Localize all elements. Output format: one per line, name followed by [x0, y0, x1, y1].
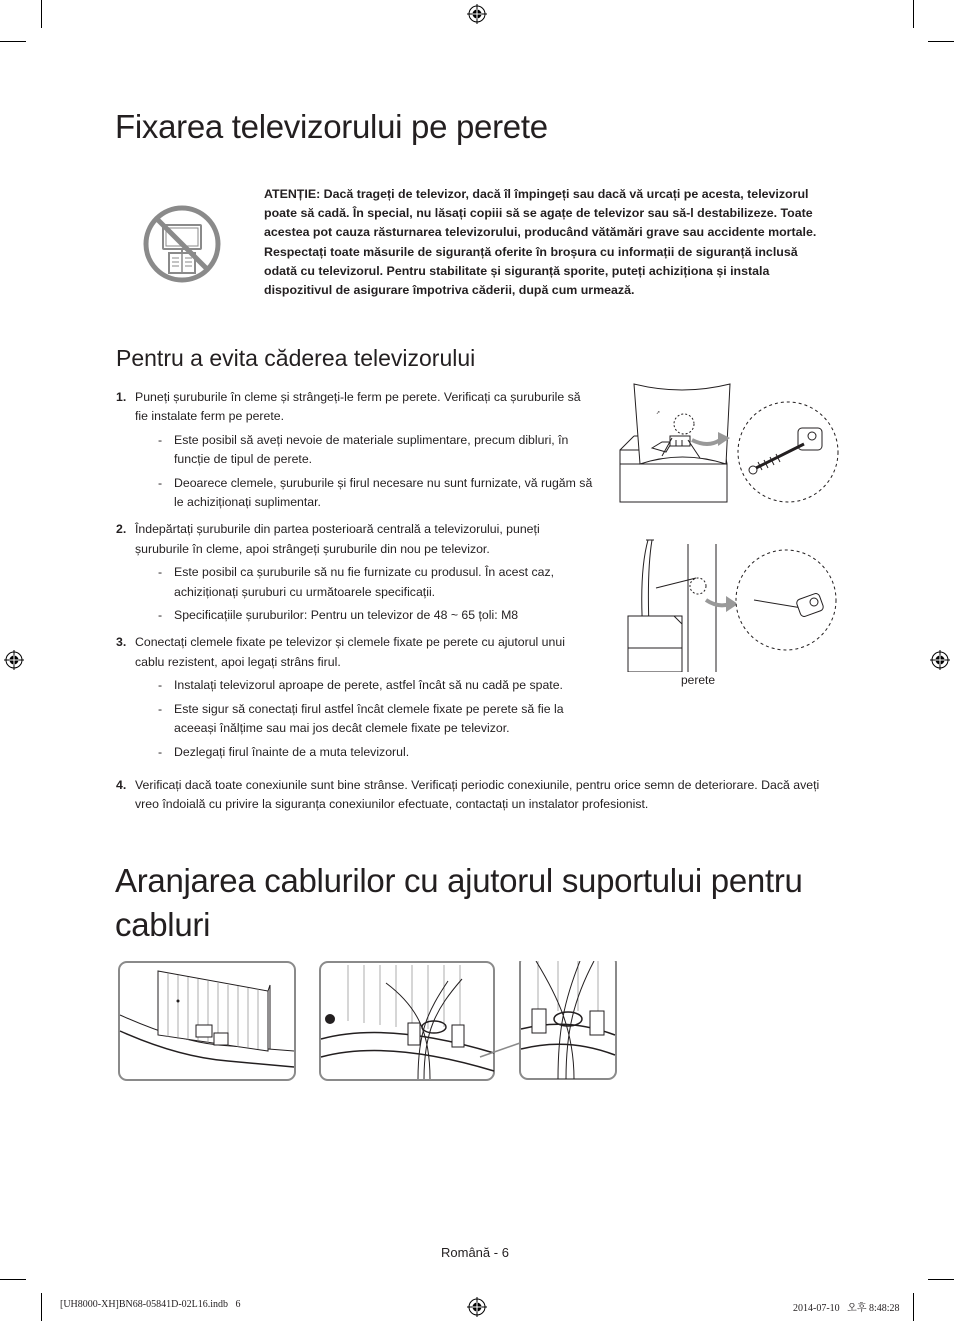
tv-wall-wire-illustration — [626, 536, 842, 672]
note-item: - Dezlegați firul înainte de a muta televizorul. — [158, 744, 410, 759]
note-text: Deoarece clemele, șuruburile și firul necesare nu sunt furnizate, vă rugăm să le achiziționați suplimentar. — [174, 475, 593, 510]
list-item — [116, 520, 596, 625]
print-file-info: [UH8000-XH]BN68-05841D-02L16.indb 6 — [60, 1299, 241, 1310]
note-item: - Este sigur să conectați firul astfel încât clemele fixate pe perete să fie la aceeași înălțime sau mai jos decât clemele fixate pe televizor. — [158, 701, 564, 736]
note-text: Dezlegați firul înainte de a muta televizorul. — [174, 744, 410, 759]
step-text: Conectați clemele fixate pe televizor și clemele fixate pe perete cu ajutorul unui cablu rezistent, apoi legați strâns firul. — [135, 635, 565, 669]
no-climbing-warning-icon — [141, 203, 223, 285]
note-text: Este posibil să aveți nevoie de materiale suplimentare, precum dibluri, în funcție de tipul de perete. — [174, 432, 569, 467]
note-item: - Este posibil să aveți nevoie de materiale suplimentare, precum dibluri, în funcție de tipul de perete. — [158, 432, 569, 467]
crop-mark — [0, 41, 26, 42]
list-item — [116, 776, 845, 815]
page-footer: Română - 6 — [441, 1245, 509, 1260]
note-item: - Deoarece clemele, șuruburile și firul necesare nu sunt furnizate, vă rugăm să le achiziționați suplimentar. — [158, 475, 593, 510]
step-number: 2. — [116, 522, 127, 537]
page-title: Fixarea televizorului pe perete — [115, 108, 548, 145]
step-number: 4. — [116, 778, 127, 792]
step-text: Îndepărtați șuruburile din partea posterioară centrală a televizorului, puneți șuruburile în cleme, apoi strângeți șuruburile din nou pe televizor. — [135, 522, 540, 556]
crop-mark — [928, 41, 954, 42]
step-number: 1. — [116, 390, 127, 404]
tv-wall-clamp-illustration — [612, 378, 842, 504]
print-date-info: 2014-07-10 오후 8:48:28 — [793, 1303, 900, 1314]
section-title: Aranjarea cablurilor cu ajutorul suportului pentru cabluri — [115, 862, 803, 943]
step-text: Puneți șuruburile în cleme și strângeți-le ferm pe perete. Verificați ca șuruburile să fie instalate ferm pe perete. — [135, 390, 581, 424]
list-item — [116, 633, 596, 761]
crop-mark — [41, 1293, 42, 1321]
list-item — [116, 388, 596, 512]
wall-label: perete — [681, 673, 716, 687]
note-text: Este sigur să conectați firul astfel încât clemele fixate pe perete să fie la aceeași înălțime sau mai jos decât clemele fixate pe televizor. — [174, 701, 564, 736]
note-text: Instalați televizorul aproape de perete, astfel încât să nu cadă pe spate. — [174, 678, 563, 693]
note-item: - Instalați televizorul aproape de perete, astfel încât să nu cadă pe spate. — [158, 678, 563, 693]
section-heading: Pentru a evita căderea televizorului — [116, 345, 476, 371]
safety-warning-text: ATENȚIE: Dacă trageți de televizor, dacă îl împingeți sau dacă vă urcați pe acesta, televizorul poate să cadă. În special, nu lăsați copiii să se agațe de televizor sau să-l destabilizeze. Toate acestea pot cauza răsturnarea televizorului, producând vătămări grave sau accidente mortale. Respectați toate măsurile de siguranță oferite în broșura cu informații de siguranță inclusă odată cu televizorul. Pentru stabilitate și siguranță sporite, puteți achiziționa și instala dispozitivul de asigurare împotriva căderii, după cum urmează. — [264, 187, 817, 298]
registration-mark-icon — [467, 1297, 487, 1317]
crop-mark — [913, 0, 914, 28]
note-item: - Specificațiile șuruburilor: Pentru un televizor de 48 ~ 65 țoli: M8 — [158, 608, 519, 623]
instruction-list — [116, 388, 596, 762]
registration-mark-icon — [4, 650, 24, 670]
registration-mark-icon — [930, 650, 950, 670]
crop-mark — [41, 0, 42, 28]
note-item: - Este posibil ca șuruburile să nu fie furnizate cu produsul. În acest caz, achiziționați șuruburi cu următoarele specificații. — [158, 565, 555, 599]
crop-mark — [0, 1279, 26, 1280]
registration-mark-icon — [467, 4, 487, 24]
step-number: 3. — [116, 635, 127, 650]
crop-mark — [913, 1293, 914, 1321]
cable-holder-illustration — [118, 961, 618, 1083]
crop-mark — [928, 1279, 954, 1280]
svg-text:➚: ➚ — [656, 410, 661, 416]
note-text: Specificațiile șuruburilor: Pentru un televizor de 48 ~ 65 țoli: M8 — [174, 608, 519, 623]
note-text: Este posibil ca șuruburile să nu fie furnizate cu produsul. În acest caz, achiziționați șuruburi cu următoarele specificații. — [174, 565, 555, 599]
step-text: Verificați dacă toate conexiunile sunt bine strânse. Verificați periodic conexiunile, pentru orice semn de deteriorare. Dacă aveți vreo îndoială cu privire la siguranța conexiunilor efectuate, contactați un instalator profesionist. — [135, 778, 820, 812]
